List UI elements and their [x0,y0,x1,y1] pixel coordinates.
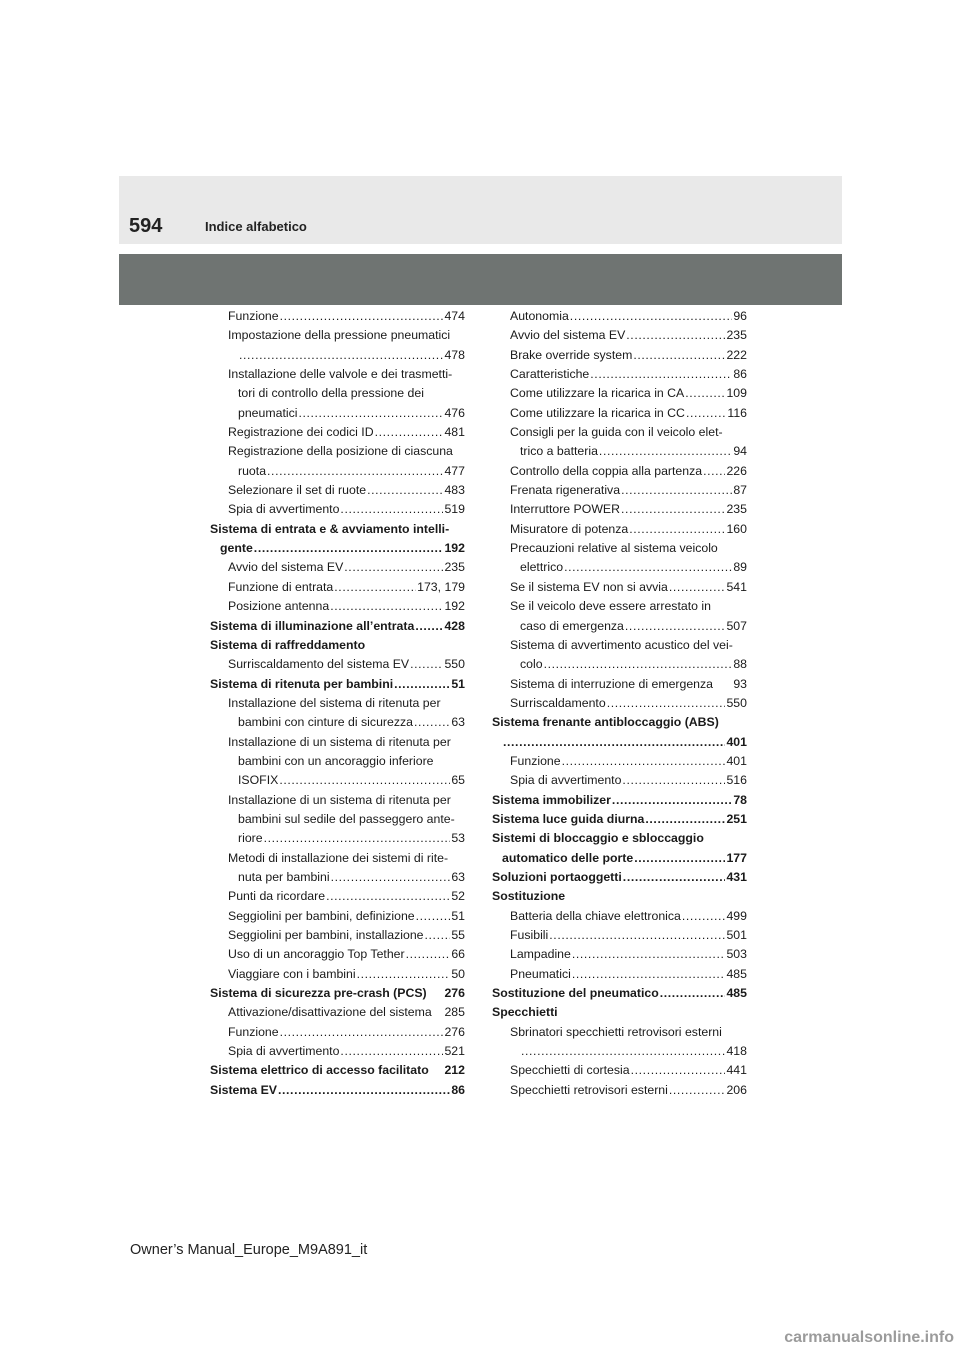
index-page-ref[interactable]: 481 [444,425,465,440]
index-entry-text: Avvio del sistema EV [228,560,344,575]
index-entry-text: Se il sistema EV non si avvia [510,579,668,594]
index-entry-text: Uso di un ancoraggio Top Tether [228,947,405,962]
index-entry-text: Sistema di sicurezza pre-crash (PCS) [210,986,427,1001]
index-entry [210,887,465,906]
dot-leader [572,945,726,964]
index-entry-text: elettrico [520,560,564,575]
index-entry [492,907,747,926]
index-page-ref[interactable]: 89 [733,560,747,575]
index-entry [210,810,465,829]
dot-leader [623,868,726,887]
index-page-ref[interactable]: 516 [726,773,747,788]
dot-leader [254,539,444,558]
index-entry-text: Sostituzione del pneumatico [492,986,659,1001]
index-page-ref[interactable]: 550 [726,695,747,710]
index-entry [492,1023,747,1042]
index-entry-text: bambini sul sedile del passeggero ante- [238,811,455,826]
index-entry [492,655,747,674]
index-entry [492,558,747,577]
dot-leader [570,307,733,326]
index-entry [492,481,747,500]
index-entry-text: riore [238,831,263,846]
index-page-ref[interactable]: 116 [727,405,747,420]
index-entry [492,887,747,906]
dot-leader [631,1061,726,1080]
index-page-ref[interactable]: 401 [726,753,747,768]
index-entry [210,558,465,577]
index-entry [492,926,747,945]
dot-leader [298,404,443,423]
index-entry [210,945,465,964]
index-page-ref[interactable]: 96 [733,309,747,323]
index-entry [492,578,747,597]
index-entry [492,791,747,810]
dot-leader [660,984,726,1003]
index-entry [210,442,465,461]
index-entry-text: Attivazione/disattivazione del sistema [228,1005,432,1020]
index-page-ref[interactable]: 276 [444,986,465,1001]
dot-leader [521,1042,725,1061]
index-entry [492,384,747,403]
index-entry-text: Specchietti retrovisori esterni [510,1082,668,1097]
index-page-ref[interactable]: 235 [726,328,747,343]
dot-leader [607,694,726,713]
index-entry [210,462,465,481]
index-entry [210,1023,465,1042]
index-entry [492,597,747,616]
index-entry-text: Registrazione della posizione di ciascuna [228,444,453,459]
index-entry-text: Impostazione della pressione pneumatici [228,328,451,343]
index-page-ref[interactable]: 541 [726,579,747,594]
index-entry [492,675,747,694]
index-entry-text: Funzione di entrata [228,579,334,594]
dot-leader [425,926,451,945]
index-page-ref[interactable]: 212 [444,1063,465,1078]
index-page-ref[interactable]: 485 [726,966,747,981]
index-entry-text: Specchietti [492,1005,558,1020]
index-entry-text: Sistema di entrata e & avviamento intelli- [210,521,450,536]
index-entry-text: Posizione antenna [228,599,330,614]
index-entry-text: Surriscaldamento [510,695,606,710]
index-page-ref[interactable]: 109 [726,386,747,401]
index-entry-text: Pneumatici [510,966,571,981]
index-entry [492,829,747,848]
index-entry [492,1003,747,1022]
index-entry [210,578,465,597]
dot-leader [239,346,443,365]
index-entry [492,636,747,655]
index-page-ref[interactable]: 66 [451,947,465,962]
index-page-ref[interactable]: 401 [726,734,747,749]
index-entry [492,1042,747,1061]
index-entry [492,617,747,636]
index-entry [210,675,465,694]
index-page-ref[interactable]: 192 [444,541,465,556]
index-entry-text: Selezionare il set di ruote [228,483,367,498]
index-page-ref[interactable]: 52 [451,889,465,904]
index-page-ref[interactable]: 235 [726,502,747,517]
index-entry-text: Sistema immobilizer [492,792,611,807]
index-page-ref[interactable]: 477 [444,463,465,478]
index-page-ref[interactable]: 50 [451,966,465,981]
index-page-ref[interactable]: 499 [726,908,747,923]
index-page-ref[interactable]: 441 [726,1063,747,1078]
index-entry-text: pneumatici [238,405,298,420]
index-entry [210,481,465,500]
dot-leader [279,771,450,790]
dot-leader [626,326,725,345]
index-entry-text: Come utilizzare la ricarica in CA [510,386,685,401]
dot-leader [344,558,443,577]
index-page-ref[interactable]: 474 [444,309,465,323]
index-entry [492,539,747,558]
index-page-ref[interactable]: 285 [444,1005,465,1020]
dot-leader [375,423,444,442]
index-entry [210,404,465,423]
index-entry [210,500,465,519]
dot-leader [629,520,725,539]
index-entry-text: Specchietti di cortesia [510,1063,630,1078]
index-entry [492,694,747,713]
index-entry [210,365,465,384]
index-entry [210,1003,465,1022]
index-entry-text: Sistemi di bloccaggio e sbloccaggio [492,831,704,846]
index-entry-text: Sbrinatori specchietti retrovisori esterni [510,1024,722,1039]
dot-leader [367,481,443,500]
dot-leader [669,1081,726,1100]
index-entry-text: automatico delle porte [502,850,634,865]
index-page-ref[interactable]: 476 [444,405,465,420]
index-entry-text: bambini con un ancoraggio inferiore [238,753,434,768]
index-page-ref[interactable]: 78 [733,792,747,807]
index-page-ref[interactable]: 55 [451,928,465,942]
index-page-ref[interactable]: 521 [444,1044,465,1059]
header-dark-band [119,254,842,305]
dot-leader [685,384,725,403]
index-entry-text: Surriscaldamento del sistema EV [228,657,410,672]
dot-leader [264,829,451,848]
index-entry [210,791,465,810]
index-page-ref[interactable]: 251 [726,811,747,826]
index-page-ref[interactable]: 87 [733,483,747,498]
index-entry-text: Spia di avvertimento [228,502,340,517]
index-entry [492,1061,747,1080]
index-entry-text: Autonomia [510,309,569,323]
index-entry-text: Registrazione dei codici ID [228,425,374,440]
index-entry [492,965,747,984]
index-entry-text: Sostituzione [492,889,566,904]
index-page-ref[interactable]: 160 [726,521,747,536]
dot-leader [634,849,725,868]
index-entry-text: gente [220,541,253,556]
index-page-ref[interactable]: 478 [444,347,465,362]
index-entry-text: Sistema di raffreddamento [210,637,366,652]
index-page-ref[interactable]: 507 [726,618,747,633]
index-entry-text: Sistema di ritenuta per bambini [210,676,394,691]
dot-leader [414,713,450,732]
index-entry [492,462,747,481]
dot-leader [326,887,450,906]
dot-leader [622,771,725,790]
index-entry [492,326,747,345]
index-entry-text: trico a batteria [520,444,598,459]
index-entry-text: Funzione [228,309,279,323]
index-page-ref[interactable]: 177 [726,850,747,865]
dot-leader [621,481,732,500]
index-entry-text: Batteria della chiave elettronica [510,908,681,923]
index-entry [492,868,747,887]
index-entry-text: Installazione di un sistema di ritenuta per [228,792,451,807]
index-entry [492,423,747,442]
index-entry-text: Sistema frenante antibloccaggio (ABS) [492,715,719,730]
index-entry [210,423,465,442]
index-entry-text: Precauzioni relative al sistema veicolo [510,541,718,556]
dot-leader [340,1042,443,1061]
index-entry-text: Fusibili [510,928,549,942]
index-entry-text: Misuratore di potenza [510,521,629,536]
index-entry-text: Punti da ricordare [228,889,326,904]
dot-leader [625,617,726,636]
index-page-ref[interactable]: 94 [733,444,747,459]
dot-leader [280,1023,444,1042]
index-entry-text: colo [520,657,543,672]
index-entry-text: tori di controllo della pressione dei [238,386,424,401]
index-page-ref[interactable]: 86 [733,367,747,382]
index-entry-text: Sistema di avvertimento acustico del vei- [510,637,733,652]
index-entry [210,829,465,848]
dot-leader [357,965,451,984]
index-entry [492,752,747,771]
index-entry-text: caso di emergenza [520,618,624,633]
index-page-ref[interactable]: 51 [451,676,465,691]
index-page-ref[interactable]: 276 [444,1024,465,1039]
index-entry-text: Seggiolini per bambini, installazione [228,928,424,942]
index-entry-text: Brake override system [510,347,633,362]
index-entry-text: Spia di avvertimento [510,773,622,788]
index-entry-text: Interruttore POWER [510,502,621,517]
index-entry [210,984,465,1003]
index-page-ref[interactable]: 431 [726,869,747,884]
dot-leader [669,578,726,597]
dot-leader [612,791,732,810]
index-entry [492,346,747,365]
dot-leader [415,617,443,636]
dot-leader [406,945,451,964]
dot-leader [599,442,732,461]
index-entry [492,849,747,868]
dot-leader [572,965,726,984]
dot-leader [267,462,443,481]
index-entry [210,1061,465,1080]
index-entry [210,1042,465,1061]
index-entry-text: Controllo della coppia alla partenza [510,463,703,478]
index-entry-text: Viaggiare con i bambini [228,966,356,981]
section-title: Indice alfabetico [205,219,307,234]
index-entry [492,713,747,732]
index-entry [492,442,747,461]
index-entry-text: Installazione del sistema di ritenuta per [228,695,441,710]
index-entry [492,500,747,519]
dot-leader [703,462,725,481]
dot-leader [416,907,451,926]
index-page-ref[interactable]: 192 [444,599,465,614]
index-entry-text: Se il veicolo deve essere arrestato in [510,599,711,614]
page-number: 594 [129,215,163,237]
index-entry-text: Sistema di illuminazione all’entrata [210,618,415,633]
index-page-ref[interactable]: 226 [726,463,747,478]
index-entry [492,810,747,829]
index-page-ref[interactable]: 93 [733,676,747,691]
index-page-ref[interactable]: 53 [451,831,465,846]
index-entry-text: nuta per bambini [238,869,330,884]
index-entry [210,713,465,732]
index-entry-text: Sistema di interruzione di emergenza [510,676,714,691]
index-page-ref[interactable]: 63 [451,715,465,730]
index-column-right [492,307,747,1100]
index-entry [210,655,465,674]
index-entry [210,597,465,616]
index-entry [210,752,465,771]
index-entry-text: Come utilizzare la ricarica in CC [510,405,685,420]
index-entry [492,945,747,964]
index-page-ref[interactable]: 235 [444,560,465,575]
index-entry-text: Installazione di un sistema di ritenuta per [228,734,451,749]
footer-manual-id: Owner’s Manual_Europe_M9A891_it [130,1242,368,1258]
index-entry [210,384,465,403]
index-entry-text: Sistema luce guida diurna [492,811,645,826]
index-entry [210,617,465,636]
index-page-ref[interactable]: 63 [451,869,465,884]
dot-leader [340,500,443,519]
index-page-ref[interactable]: 173, 179 [417,579,465,594]
index-column-left [210,307,465,1100]
index-entry [210,346,465,365]
index-page-ref[interactable]: 418 [726,1044,747,1059]
index-entry-text: Spia di avvertimento [228,1044,340,1059]
index-entry [492,733,747,752]
dot-leader [280,307,444,326]
index-page-ref[interactable]: 88 [733,657,747,672]
dot-leader [394,675,450,694]
index-entry [492,307,747,326]
index-entry [210,539,465,558]
index-page-ref[interactable]: 485 [726,986,747,1001]
dot-leader [503,733,725,752]
index-page-ref[interactable]: 501 [726,928,747,942]
index-entry-text: Sistema EV [210,1082,277,1097]
index-entry [492,1081,747,1100]
dot-leader [331,868,451,887]
index-entry [492,365,747,384]
index-entry [210,733,465,752]
index-entry-text: ruota [238,463,267,478]
index-entry-text: Soluzioni portaoggetti [492,869,622,884]
index-entry-text: bambini con cinture di sicurezza [238,715,413,730]
dot-leader [682,907,726,926]
dot-leader [549,926,725,945]
index-entry [210,326,465,345]
index-entry-text: Lampadine [510,947,571,962]
dot-leader [686,404,726,423]
dot-leader [410,655,443,674]
index-entry-text: Consigli per la guida con il veicolo elet- [510,425,723,440]
index-entry-text: Frenata rigenerativa [510,483,621,498]
index-page-ref[interactable]: 86 [451,1082,465,1097]
index-entry [210,520,465,539]
index-entry-text: Installazione delle valvole e dei trasmetti- [228,367,453,382]
dot-leader [544,655,733,674]
index-entry [492,520,747,539]
dot-leader [334,578,416,597]
index-entry [210,694,465,713]
index-entry [210,965,465,984]
dot-leader [562,752,726,771]
dot-leader [330,597,443,616]
dot-leader [564,558,732,577]
index-page-ref[interactable]: 206 [726,1082,747,1097]
index-entry [210,1081,465,1100]
index-page-ref[interactable]: 65 [451,773,465,788]
index-entry-text: Sistema elettrico di accesso facilitato [210,1063,429,1078]
index-page-ref[interactable]: 51 [451,908,465,923]
index-entry-text: Seggiolini per bambini, definizione [228,908,415,923]
dot-leader [590,365,732,384]
index-entry-text: Funzione [228,1024,279,1039]
watermark: carmanualsonline.info [784,1329,954,1346]
index-entry-text: Caratteristiche [510,367,590,382]
index-entry-text: Funzione [510,753,561,768]
dot-leader [645,810,725,829]
dot-leader [621,500,725,519]
index-entry [210,849,465,868]
index-entry [210,636,465,655]
index-entry [210,771,465,790]
index-page-ref[interactable]: 222 [726,347,747,362]
index-entry-text: Metodi di installazione dei sistemi di rite- [228,850,449,865]
index-entry [210,307,465,326]
index-entry-text: ISOFIX [238,773,279,788]
index-entry [210,926,465,945]
index-entry [492,984,747,1003]
index-page-ref[interactable]: 483 [444,483,465,498]
index-entry [210,907,465,926]
dot-leader [278,1081,450,1100]
index-page-ref[interactable]: 519 [444,502,465,517]
dot-leader [633,346,725,365]
index-entry-text: Avvio del sistema EV [510,328,626,343]
index-entry [492,404,747,423]
index-page-ref[interactable]: 503 [726,947,747,962]
index-page-ref[interactable]: 550 [444,657,465,672]
index-page-ref[interactable]: 428 [444,618,465,633]
index-entry [210,868,465,887]
index-entry [492,771,747,790]
